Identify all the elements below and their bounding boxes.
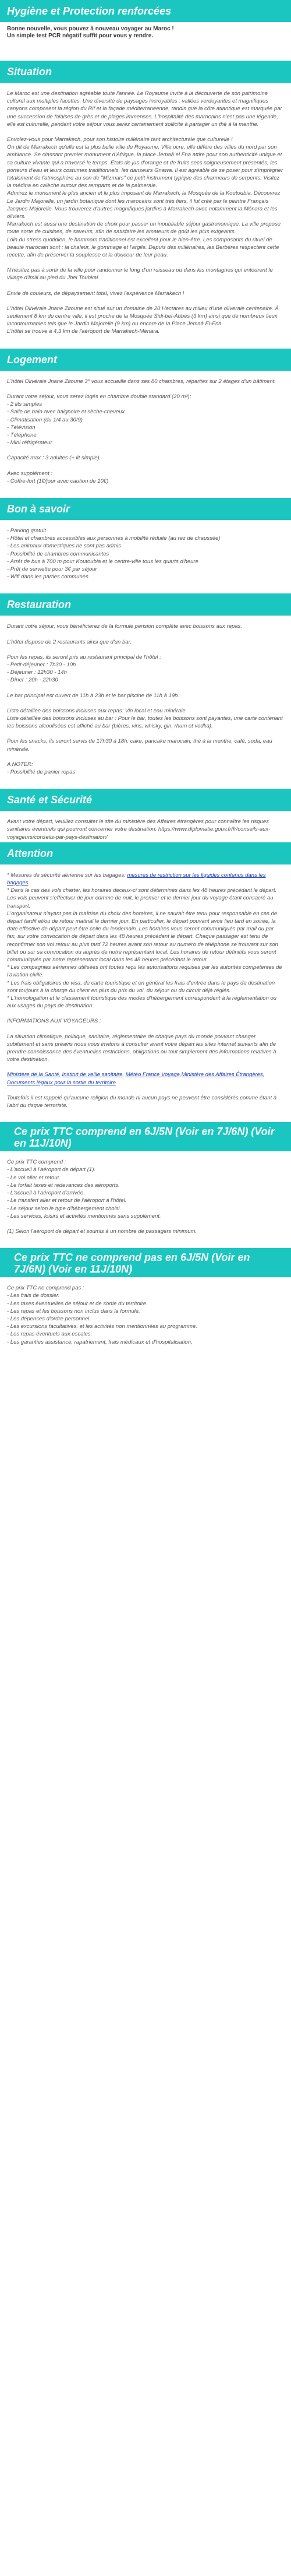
section-logement bbox=[0, 371, 291, 490]
section-title-situation: Situation bbox=[0, 61, 291, 83]
paragraph: Capacité max : 3 adultes (+ lit simple). bbox=[7, 455, 101, 462]
paragraph: Le Maroc est une destination agréable toute l'année. Le Royaume invite à la découverte de son patrimoine culturel aux multiples facettes. Une diversité de paysages incroyables : vallées verdoyantes et magnifiques canyons composent la région du Rif et la façade méditerranéenne, tandis que la côte atlantique est marquée par une succession de falaises de grès et de plages immenses. L'hospitalité des marocains n'est pas une légende, elle est culturelle, pendant votre séjour vous serez certainement sollicité à partager un thé à la menthe. bbox=[7, 90, 282, 128]
section-title-exclus: Ce prix TTC ne comprend pas en 6J/5N (Voir en 7J/6N) (Voir en 11J/10N) bbox=[0, 1248, 291, 1277]
intro bbox=[0, 22, 291, 40]
affaires-etrangeres-link[interactable]: Ministère des Affaires Étrangères bbox=[181, 1071, 263, 1078]
section-title-bon-a-savoir: Bon à savoir bbox=[0, 498, 291, 520]
page-title: Hygiène et Protection renforcées bbox=[0, 0, 291, 22]
paragraph: Envie de couleurs, de dépaysement total, vivez l'expérience Marrakech ! bbox=[7, 290, 184, 297]
paragraph: - Parking gratuit - Hôtel et chambres accessibles aux personnes à mobilité réduite (au rez de chaussée) - Les animaux domestiques ne sont pas admis - Possibilité de chambres communicantes - Arrêt de bus à 700 m pour Koutoubia et le centre-ville tous les quarts d'heure - Prêt de serviette pour 3€ par séjour - Wifi dans les parties communes bbox=[7, 527, 221, 581]
paragraph: Avant votre départ, veuillez consulter le site du ministère des Affaires étrangères pour connaître les risques sanitaires éventuels qui pourront concerner votre destination: https://www.diplomatie.gouv.fr/fr/conseils-aux-voyageurs/conseils-par-pays-destination/ bbox=[7, 818, 271, 841]
section-inclus bbox=[0, 1151, 291, 1240]
section-attention bbox=[0, 864, 291, 1114]
paragraph: La situation climatique, politique, sanitaire, réglementaire de chaque pays du monde pouvant changer subitement et sans préavis nous vous invitons à consulter avant votre départ les sites internet suivants afin de prendre connaissance des éventuelles restrictions, obligations ou tout simplement des informations relatives à votre destination. bbox=[7, 1033, 276, 1063]
section-title-sante: Santé et Sécurité bbox=[0, 789, 291, 811]
ministere-sante-link[interactable]: Ministère de la Santé bbox=[7, 1071, 59, 1078]
paragraph: Lista détaillée des boissons incluses aux repas: Vin local et eau minérale Liste détaillée des boissons incluses au bar : Pour le bar, toutes les boissons sont payantes, une carte contenant les boissons alcoolisées est affiché au bar (bières, vins, whisky, gin, rhum et vodka). bbox=[7, 707, 283, 730]
documents-legaux-link[interactable]: Documents légaux pour la sortie du territoire bbox=[7, 1079, 116, 1086]
paragraph: A NOTER: - Possibilité de panier repas bbox=[7, 761, 76, 775]
paragraph bbox=[7, 871, 284, 1010]
paragraph: Ce prix TTC comprend : - L'accueil à l'aéroport de départ (1). - Le vol aller et retour. - Le forfait taxes et redevances des aéroports. - L'accueil à l'aéroport d'arrivée. - Le transfert aller et retour de l'aéroport à l'hôtel. - Le séjour selon le type d'hébergement choisi. - Les services, loisirs et activités mentionnés sans supplément. bbox=[7, 1159, 161, 1220]
paragraph: Ce prix TTC ne comprend pas : - Les frais de dossier. - Les taxes éventuelles de séjour et de sortie du territoire. - Les repas et les boissons non inclus dans la formule. - Les dépenses d'ordre personnel. - Les excursions facultatives, et les activités non mentionnées au programme. - Les repas éventuels aux escales. - Les garanties assistance, rapatriement, frais médicaux et d'hospitalisation, bbox=[7, 1285, 197, 1345]
section-exclus bbox=[0, 1277, 291, 1351]
liquids-restriction-link[interactable]: mesures de restriction sur les liquides contenus dans les bagages bbox=[7, 871, 266, 886]
separator: , bbox=[122, 1071, 126, 1078]
links-paragraph bbox=[7, 1071, 284, 1086]
paragraph: Pour les snacks, ils seront servis de 17h30 à 18h: cake, pancake marocain, thé à la menthe, café, soda, eau minérale. bbox=[7, 738, 272, 753]
section-title-restauration: Restauration bbox=[0, 593, 291, 616]
paragraph: Envolez-vous pour Marrakech, pour son histoire millénaire tant architecturale que culturelle ! On dit de Marrakech qu'elle est la plus belle ville du Royaume. Ville ocre, elle diffère des villes du nord par son ambiance. Se classant premier monument d'Afrique, la place Jemaâ el Fna attire pour son authenticité unique et sa culture vivante qui a traversé le temps. Étals de jus d'orange et de fruits secs soigneusement présentés, les porteurs d'eau et leurs costumes traditionnels, les danseurs Gnawa. Il est agréable de se poser pour s'imprégner totalement de l'atmosphère au son de "Mizmars" ce petit instrument typique des charmeurs de serpents. Visitez la médina en calèche autour des remparts et de la palmeraie. Admirez le monument le plus ancien et le plus imposant de Marrakech, la Mosquée de la Koutoubia. Découvrez Le Jardin Majorelle, un jardin botanique dont les marocains sont très fiers, il fut créé par le peintre Français Jacques Majorelle. Vous trouverez d'autres magnifiques jardins à Marrakech avec notamment la Ménara et les oliviers. Marrakech est aussi une destination de choix pour passer un inoubliable séjour gastronomique. La ville propose toute sorte de cuisines, de saveurs, afin de satisfaire les amateurs de goût les plus exigeants. Loin du stress quotidien, le hammam traditionnel est excellent pour le bien-être. Les composants du rituel de beauté marocain sont : la chaleur, le gommage et l'argile. Depuis des millénaires, les Berbères respectent cette recette, afin de préserver la souplesse et la douceur de leur peau. bbox=[7, 136, 283, 259]
section-situation bbox=[0, 83, 291, 340]
paragraph: Pour les repas, ils seront pris au restaurant principal de l'hôtel : - Petit-déjeuner : 7h30 - 10h - Déjeuner : 12h30 - 14h - Dîner : 20h - 22h30 bbox=[7, 653, 161, 684]
separator: , bbox=[262, 1071, 265, 1078]
paragraph: Avec supplément : - Coffre-fort (1€/jour avec caution de 10€) bbox=[7, 470, 109, 484]
intro-line: Bonne nouvelle, vous pouvez à nouveau voyager au Maroc ! bbox=[7, 26, 174, 32]
section-title-attention: Attention bbox=[0, 842, 291, 864]
separator: . bbox=[115, 1079, 118, 1086]
section-restauration bbox=[0, 616, 291, 781]
section-bon-a-savoir bbox=[0, 520, 291, 585]
info-title: INFORMATIONS AUX VOYAGEURS : bbox=[7, 1018, 101, 1025]
section-sante bbox=[0, 811, 291, 842]
paragraph: Le bar principal est ouvert de 11h à 23h et le bar piscine de 11h à 19h. bbox=[7, 692, 179, 699]
paragraph: N'hésitez pas à sortir de la ville pour randonner le long d'un ruisseau ou dans les montagnes qui entourent le village d'Imlil au pied du Jbel Toubkal. bbox=[7, 267, 273, 282]
paragraph: L'hôtel Olivéraie Jnane Zitoune est situé sur un domaine de 20 Hectares au milieu d'une oliveraie centenaire. À seulement 8 km du centre ville, il est proche de la Mosquée Sidi-bel-Abbès (3 km) ainsi que de nombreux lieux incontournables tels que le Jardin Majorelle (9 km) ou encore de la Place Jemaâ El-Fna. L'hôtel se trouve à 4,3 km de l'aéroport de Marrakech-Ménara. bbox=[7, 305, 279, 335]
paragraph: Durant votre séjour, vous bénéficierez de la formule pension complète avec boissons aux repas. bbox=[7, 623, 242, 630]
paragraph: (1) Selon l'aéroport de départ et soumis à un nombre de passagers minimum. bbox=[7, 1228, 197, 1235]
meteo-france-link[interactable]: Météo France Voyage bbox=[125, 1071, 180, 1078]
paragraph: L'hôtel Olivéraie Jnane Zitoune 3* vous accueille dans ses 80 chambres, réparties sur 2 étages d'un bâtiment. bbox=[7, 378, 276, 385]
text: . * Dans le cas des vols charter, les horaires deceux-ci sont déterminés dans les 48 heures précédant le départ. Les vols peuvent s'effectuer de jour comme de nuit, le premier et le dernier jour du voyage étant consacré au transport. L'organisateur n'ayant pas la maîtrise du choix des horaires, il ne saurait être tenu pour responsable en cas de départ tardif et/ou de retour matinal le dernier jour. En particulier, le départ pouvant avoir lieu tard en soirée, la date effective de départ peut être celle du lendemain. Les horaires vous seront communiqués par mail ou par fax, sur votre convocation de départ dans les 48 heures précédant le départ. Chaque passager est tenu de reconfirmer son vol retour au plus tard 72 heures avant son retour au numéro de téléphone se trouvant sur son billet ou sur sa convocation ou auprès de notre représentant local. Les horaires de retour définitifs vous seront communiqués par notre représentant local dans les 48 heures précédant le retour. * Les compagnies aériennes utilisées ont toutes reçu les autorisations requises par les autorités compétentes de l'aviation civile. * Les frais obligatoires de visa, de carte touristique et en général les frais d'entrée dans le pays de destination sont toujours à la charge du client en plus du prix du vol, du séjour ou du circuit déjà réglés. * L'homologation et le classement touristique des modes d'hébergement correspondent à la réglementation ou aux usages du pays de destination. bbox=[7, 880, 282, 1010]
text: * Mesures de sécurité aérienne sur les bagages: bbox=[7, 871, 127, 878]
paragraph: L'hôtel dispose de 2 restaurants ainsi que d'un bar. bbox=[7, 638, 132, 645]
separator: , bbox=[59, 1071, 62, 1078]
paragraph: Durant votre séjour, vous serez logés en chambre double standard (20 m²): - 2 lits simples - Salle de bain avec baignoire et sèche-cheveux - Climatisation (du 1/4 au 30/9) - Télévision - Téléphone - Mini réfrigérateur bbox=[7, 393, 191, 447]
section-title-logement: Logement bbox=[0, 349, 291, 371]
intro-line: Un simple test PCR négatif suffit pour vous y rendre. bbox=[7, 33, 154, 39]
section-title-inclus: Ce prix TTC comprend en 6J/5N (Voir en 7J/6N) (Voir en 11J/10N) bbox=[0, 1122, 291, 1151]
paragraph: Toutefois il est rappelé qu'aucune religion du monde ni aucun pays ne peuvent être considérés comme étant à l'abri du risque terroriste. bbox=[7, 1094, 277, 1109]
institut-veille-link[interactable]: Institut de veille sanitaire bbox=[62, 1071, 123, 1078]
separator: , bbox=[179, 1071, 182, 1078]
